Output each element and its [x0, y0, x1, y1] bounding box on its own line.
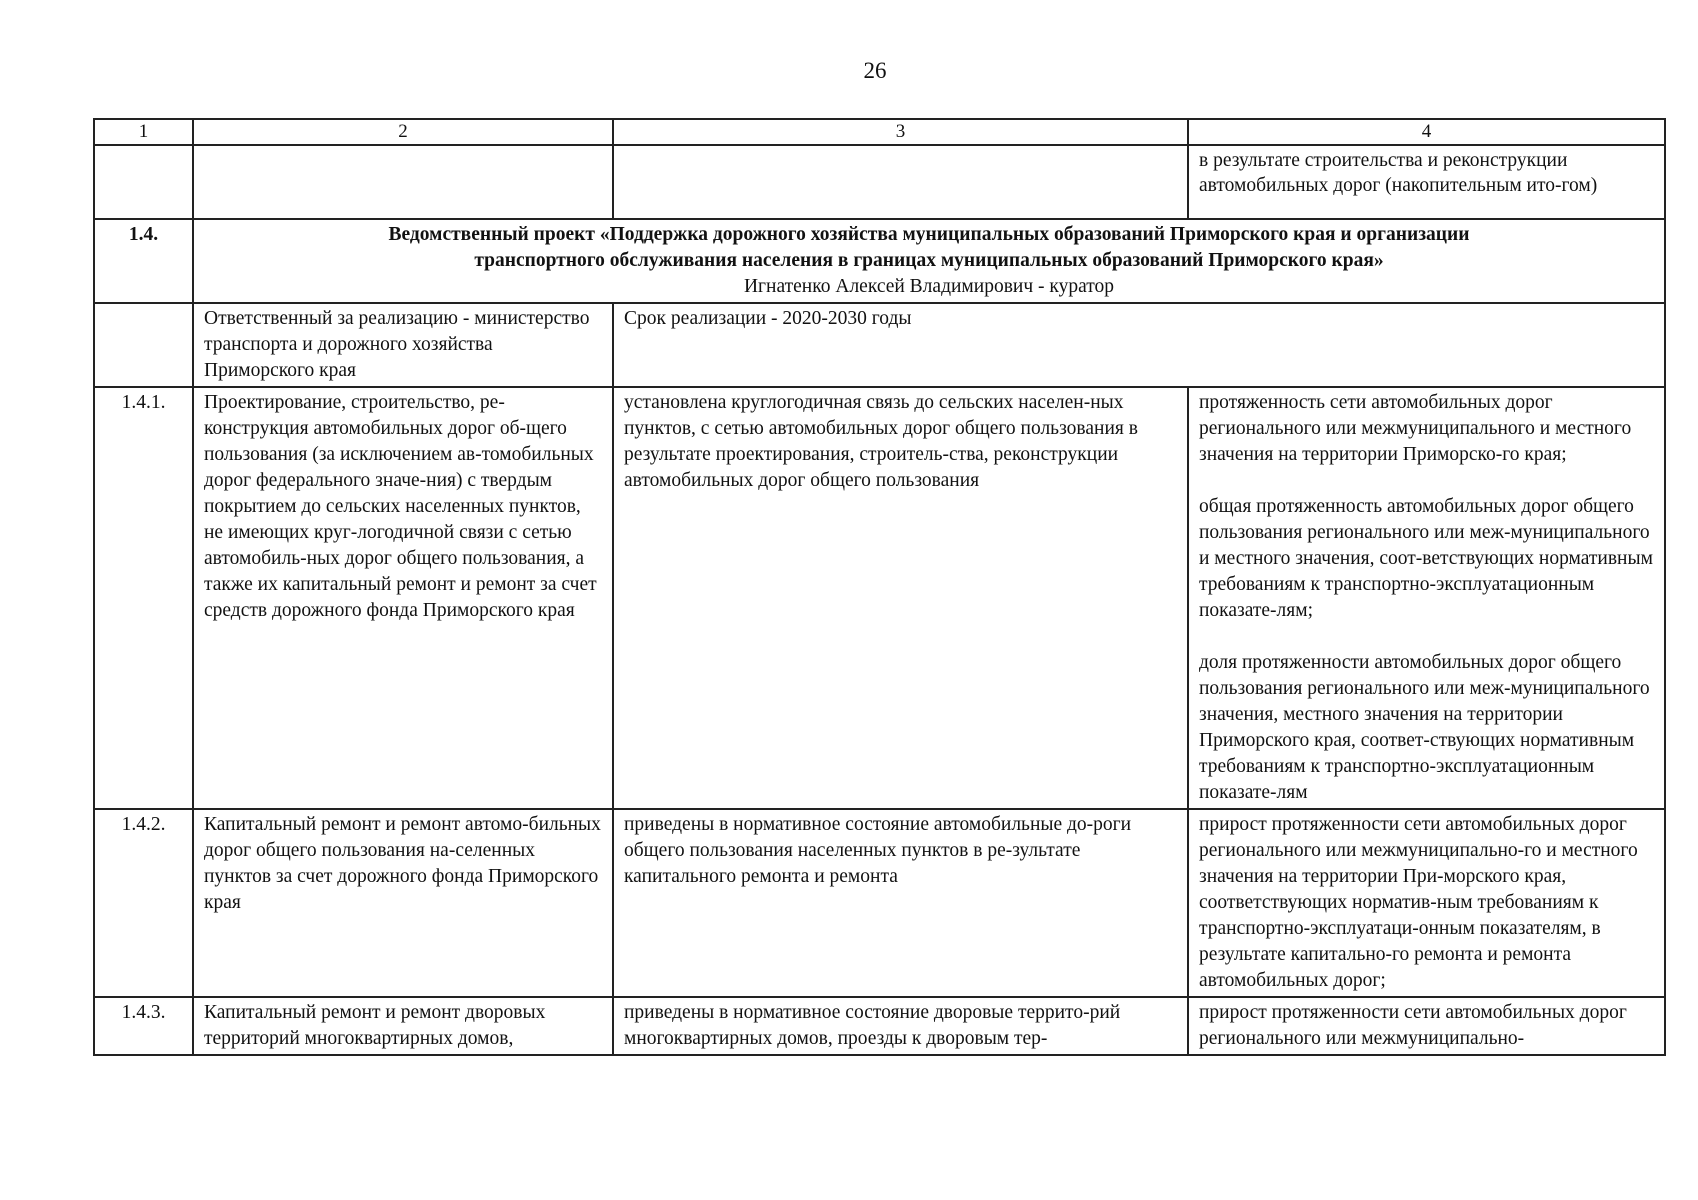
project-title-cell: [193, 219, 1665, 303]
row-task: Капитальный ремонт и ремонт автомо-бильных дорог общего пользования на-селенных пунктов за счет дорожного фонда Приморского края: [193, 809, 613, 997]
continuation-row: [94, 145, 1665, 219]
continuation-indicator: в результате строительства и реконструкции автомобильных дорог (накопительным ито-гом): [1188, 145, 1665, 219]
row-number: 1.4.3.: [94, 997, 193, 1055]
indicator-text: общая протяженность автомобильных дорог общего пользования регионального или меж-муниципального и местного значения, соот-ветствующих нормативным требованиям к транспортно-эксплуатационным показате-лям;: [1199, 496, 1653, 621]
row-result: установлена круглогодичная связь до сельских населен-ных пунктов, с сетью автомобильных дорог общего пользования в результате проектирования, строитель-ства, реконструкции автомобильных дорог общего пользования: [613, 387, 1188, 809]
row-number: 1.4.2.: [94, 809, 193, 997]
column-header-3: 3: [613, 119, 1188, 145]
row-result: приведены в нормативное состояние дворовые террито-рий многоквартирных домов, проезды к дворовым тер-: [613, 997, 1188, 1055]
project-responsible: Ответственный за реализацию - министерство транспорта и дорожного хозяйства Приморского края: [193, 303, 613, 387]
row-indicators: [1188, 809, 1665, 997]
continuation-cell-3: [613, 145, 1188, 219]
row-result: приведены в нормативное состояние автомобильные до-роги общего пользования населенных пунктов в ре-зультате капитального ремонта и ремонта: [613, 809, 1188, 997]
row-task: Капитальный ремонт и ремонт дворовых территорий многоквартирных домов,: [193, 997, 613, 1055]
page-number: 26: [863, 58, 887, 83]
project-title-line-1: Ведомственный проект «Поддержка дорожного хозяйства муниципальных образований Приморского края и организации: [388, 224, 1470, 245]
indicator-text: прирост протяженности сети автомобильных дорог регионального или межмуниципально-: [1199, 1002, 1627, 1049]
row-number: 1.4.1.: [94, 387, 193, 809]
continuation-cell-1: [94, 145, 193, 219]
indicator-text: доля протяженности автомобильных дорог общего пользования регионального или меж-муниципального значения, местного значения на территории Приморского края, соответ-ствующих нормативным требованиям к транспортно-эксплуатационным показате-лям: [1199, 652, 1650, 803]
row-task: Проектирование, строительство, ре-конструкция автомобильных дорог об-щего пользования (за исключением ав-томобильных дорог федерального значе-ния) с твердым покрытием до сельских населенных пунктов, не имеющих круг-логодичной связи с сетью автомобиль-ных дорог общего пользования, а также их капитальный ремонт и ремонт за счет средств дорожного фонда Приморского края: [193, 387, 613, 809]
column-header-2: 2: [193, 119, 613, 145]
table-row: [94, 387, 1665, 809]
project-curator: Игнатенко Алексей Владимирович - куратор: [743, 276, 1115, 297]
column-header-4: 4: [1188, 119, 1665, 145]
project-title-row: [94, 219, 1665, 303]
continuation-cell-2: [193, 145, 613, 219]
indicator-text: прирост протяженности сети автомобильных дорог регионального или межмуниципально-го и местного значения на территории При-морского края, соответствующих норматив-ным требованиям к транспортно-эксплуатаци-онным показателям, в результате капитально-го ремонта и ремонта автомобильных дорог;: [1199, 814, 1638, 991]
column-header-1: 1: [94, 119, 193, 145]
project-info-cell-1: [94, 303, 193, 387]
measures-table: [93, 118, 1666, 1056]
column-header-row: [94, 119, 1665, 145]
project-number: 1.4.: [94, 219, 193, 303]
project-title-line-2: транспортного обслуживания населения в границах муниципальных образований Приморского края»: [474, 250, 1384, 271]
project-term: Срок реализации - 2020-2030 годы: [613, 303, 1665, 387]
row-indicators: [1188, 997, 1665, 1055]
indicator-text: протяженность сети автомобильных дорог регионального или межмуниципального и местного значения на территории Приморско-го края;: [1199, 392, 1632, 465]
row-indicators: [1188, 387, 1665, 809]
project-info-row: [94, 303, 1665, 387]
table-row: [94, 997, 1665, 1055]
table-row: [94, 809, 1665, 997]
